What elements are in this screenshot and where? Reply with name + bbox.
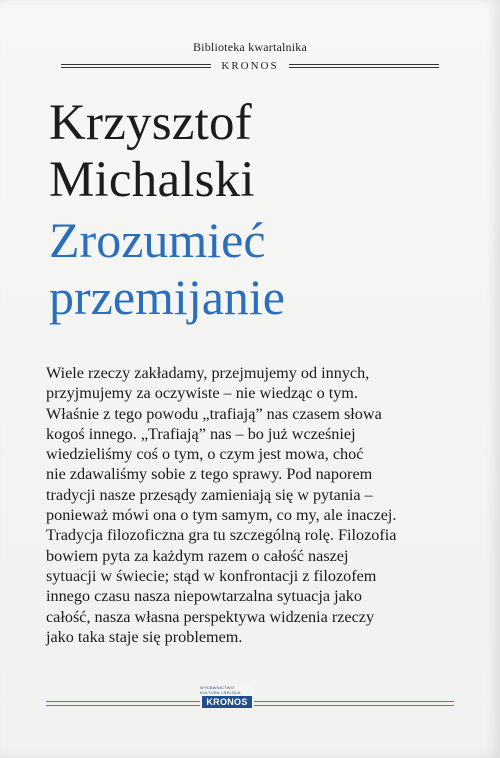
blurb-line: jako taka staje się problemem. [46, 627, 243, 646]
book-title [49, 212, 285, 326]
blurb-line: wiedzieliśmy coś o tym, o czym jest mowa, choć [46, 445, 364, 464]
publisher-name: KRONOS [202, 696, 251, 708]
blurb-line: sytuacji w świecie; stąd w konfrontacji z filozofem [46, 566, 377, 585]
author-name [49, 95, 255, 209]
series-rule-left [61, 64, 211, 68]
blurb-line: nie zdawaliśmy sobie z tego sprawy. Pod naporem [46, 465, 373, 484]
publisher-tagline: WYDAWNICTWO KULTURA I RELIGIA [200, 685, 241, 695]
blurb-line: Wiele rzeczy zakładamy, przejmujemy od innych, [46, 364, 370, 382]
blurb-line: Właśnie z tego powodu „trafiają” nas czasem słowa [46, 404, 382, 423]
series-title: Biblioteka kwartalnika [192, 40, 308, 54]
blurb-line: kogoś innego. „Trafiają” nas – bo już wcześniej [46, 424, 356, 443]
series-rule-right [289, 64, 439, 68]
series-header [0, 40, 500, 72]
title-line-2: przemijanie [49, 269, 285, 325]
blurb-line: Tradycja filozoficzna gra tu szczególną rolę. Filozofia [46, 526, 397, 545]
blurb-line: tradycji nasze przesądy zamieniają się w pytania – [46, 485, 373, 504]
author-first-name: Krzysztof [49, 95, 252, 151]
blurb-line: bowiem pyta za każdym razem o całość naszej [46, 546, 349, 565]
author-last-name: Michalski [49, 152, 255, 208]
title-line-1: Zrozumieć [49, 212, 266, 268]
blurb-line: przyjmujemy za oczywiste – nie wiedząc o tym. [46, 384, 358, 403]
blurb-line: całość, nasza własna perspektywa widzenia rzeczy [46, 607, 375, 626]
blurb-line: ponieważ mówi ona o tym samym, co my, ale inaczej. [46, 506, 397, 525]
blurb-text [46, 363, 456, 647]
series-name: KRONOS [221, 60, 279, 72]
series-name-row [0, 60, 500, 72]
blurb-line: innego czasu nasza niepowtarzalna sytuacja jako [46, 587, 362, 606]
publisher-logo [200, 684, 254, 708]
